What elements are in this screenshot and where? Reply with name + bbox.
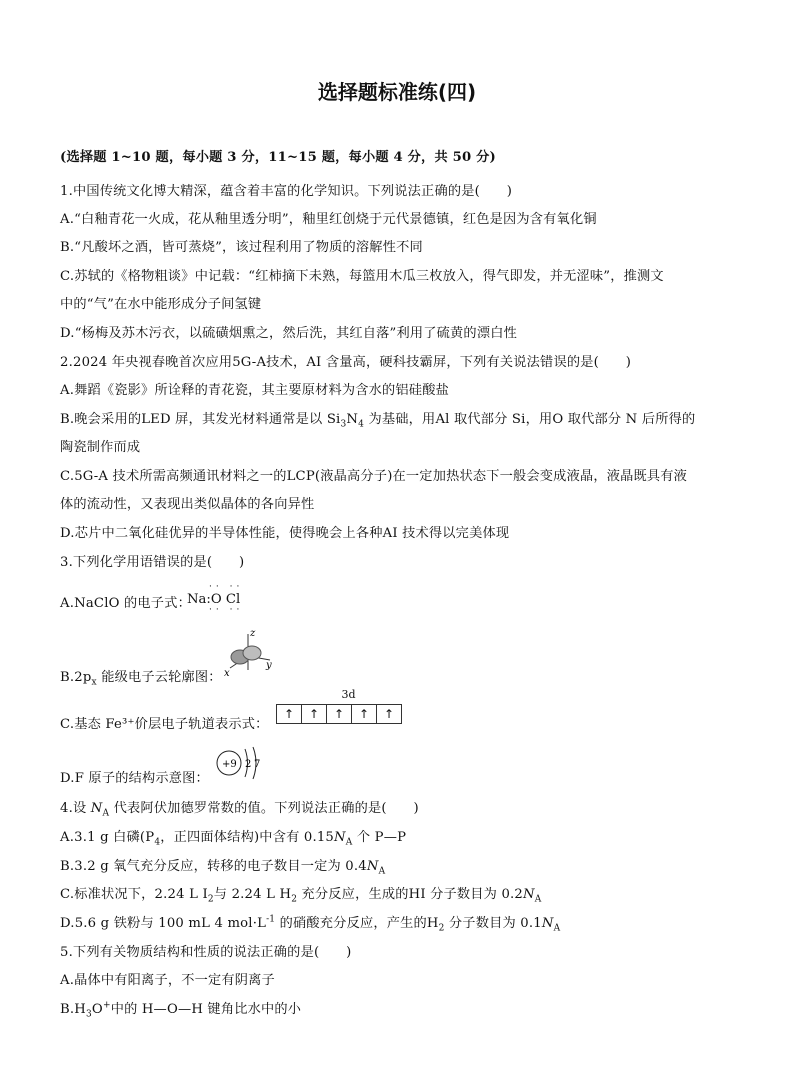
q2-option-c-cont: 体的流动性，又表现出类似晶体的各向异性 xyxy=(60,497,315,512)
svg-text:z: z xyxy=(250,628,256,639)
orbital-box: ↑ xyxy=(301,704,327,724)
q1-stem: 1.中国传统文化博大精深，蕴含着丰富的化学知识。下列说法正确的是( ) xyxy=(60,184,513,199)
q5-option-a: A.晶体中有阳离子，不一定有阴离子 xyxy=(60,973,275,988)
electron-formula: ·· ·· Na:O Cl ·· ·· xyxy=(187,582,244,615)
svg-text:y: y xyxy=(266,660,272,671)
orbital-diagram: 3d ↑ ↑ ↑ ↑ ↑ xyxy=(276,688,426,728)
p-orbital-diagram xyxy=(222,626,282,680)
svg-text:x: x xyxy=(224,668,230,679)
q2-stem: 2.2024 年央视春晚首次应用5G-A技术，AI 含量高，硬科技霸屏，下列有关说法错误的是( ) xyxy=(60,355,632,370)
q3-option-a: A.NaClO 的电子式： xyxy=(60,596,191,611)
q5-option-b: $B.H_3O^+$中的 H—O—H 键角比水中的小 xyxy=(60,1000,302,1020)
q2-option-d: D.芯片中二氧化硅优异的半导体性能，使得晚会上各种AI 技术得以完美体现 xyxy=(60,526,510,541)
q2-option-c: C.5G-A 技术所需高频通讯材料之一的LCP(液晶高分子)在一定加热状态下一般会变成液晶，液晶既具有液 xyxy=(60,469,688,484)
orbital-box: ↑ xyxy=(376,704,402,724)
q1-option-c-cont: 中的“气”在水中能形成分子间氢键 xyxy=(60,297,262,312)
orbital-box: ↑ xyxy=(351,704,377,724)
q1-option-b: B.“凡酸坏之酒，皆可蒸烧”，该过程利用了物质的溶解性不同 xyxy=(60,240,423,255)
q4-option-d: D.5.6 g 铁粉与 100 mL 4 $mol\cdot L^{-1}$ 的硝酸充分反应，产生的$H_2$ 分子数目为 $0.1N_A$ xyxy=(60,914,561,934)
q4-stem: 4.设 $N_A$ 代表阿伏加德罗常数的值。下列说法正确的是( ) xyxy=(60,801,419,819)
q4-option-c: C.标准状况下，2.24 L $I_2$与 2.24 L $H_2$ 充分反应，生成的HI 分子数目为 $0.2N_A$ xyxy=(60,887,542,905)
q3-option-b: $B.2p_x$ 能级电子云轮廓图： xyxy=(60,670,222,688)
q1-option-d: D.“杨梅及苏木污衣，以硫磺烟熏之，然后洗，其红自落”利用了硫黄的漂白性 xyxy=(60,326,517,341)
q2-option-b-cont: 陶瓷制作而成 xyxy=(60,440,141,455)
instructions: (选择题 1~10 题，每小题 3 分，11~15 题，每小题 4 分，共 50 分) xyxy=(60,150,496,165)
q4-option-a: A.3.1 g 白磷($P_4$，正四面体结构)中含有 $0.15N_A$ 个 P—P xyxy=(60,830,407,848)
q3-option-c: C.基态 Fe³⁺价层电子轨道表示式： xyxy=(60,717,269,732)
q2-option-a: A.舞蹈《瓷影》所诠释的青花瓷，其主要原材料为含水的铝硅酸盐 xyxy=(60,383,449,398)
q3-option-d: D.F 原子的结构示意图： xyxy=(60,771,209,786)
q3-stem: 3.下列化学用语错误的是( ) xyxy=(60,555,245,570)
q5-stem: 5.下列有关物质结构和性质的说法正确的是( ) xyxy=(60,945,352,960)
q1-option-a: A.“白釉青花一火成，花从釉里透分明”，釉里红创烧于元代景德镇，红色是因为含有氧化铜 xyxy=(60,212,597,227)
page-title: 选择题标准练(四) xyxy=(317,80,477,104)
svg-text:+9: +9 xyxy=(222,759,237,770)
atom-structure-diagram xyxy=(214,745,264,783)
orbital-box: ↑ xyxy=(326,704,352,724)
svg-text:7: 7 xyxy=(254,759,261,770)
q4-option-b: B.3.2 g 氧气充分反应，转移的电子数目一定为 $0.4N_A$ xyxy=(60,859,386,877)
q2-option-b: B.晚会采用的LED 屏，其发光材料通常是以 $Si_3N_4$ 为基础，用Al 取代部分 Si，用O 取代部分 N 后所得的 xyxy=(60,412,696,430)
q1-option-c: C.苏轼的《格物粗谈》中记载：“红柿摘下未熟，每篮用木瓜三枚放入，得气即发，并无涩味”，推测文 xyxy=(60,269,664,284)
svg-text:2: 2 xyxy=(245,759,252,770)
orbital-box: ↑ xyxy=(276,704,302,724)
